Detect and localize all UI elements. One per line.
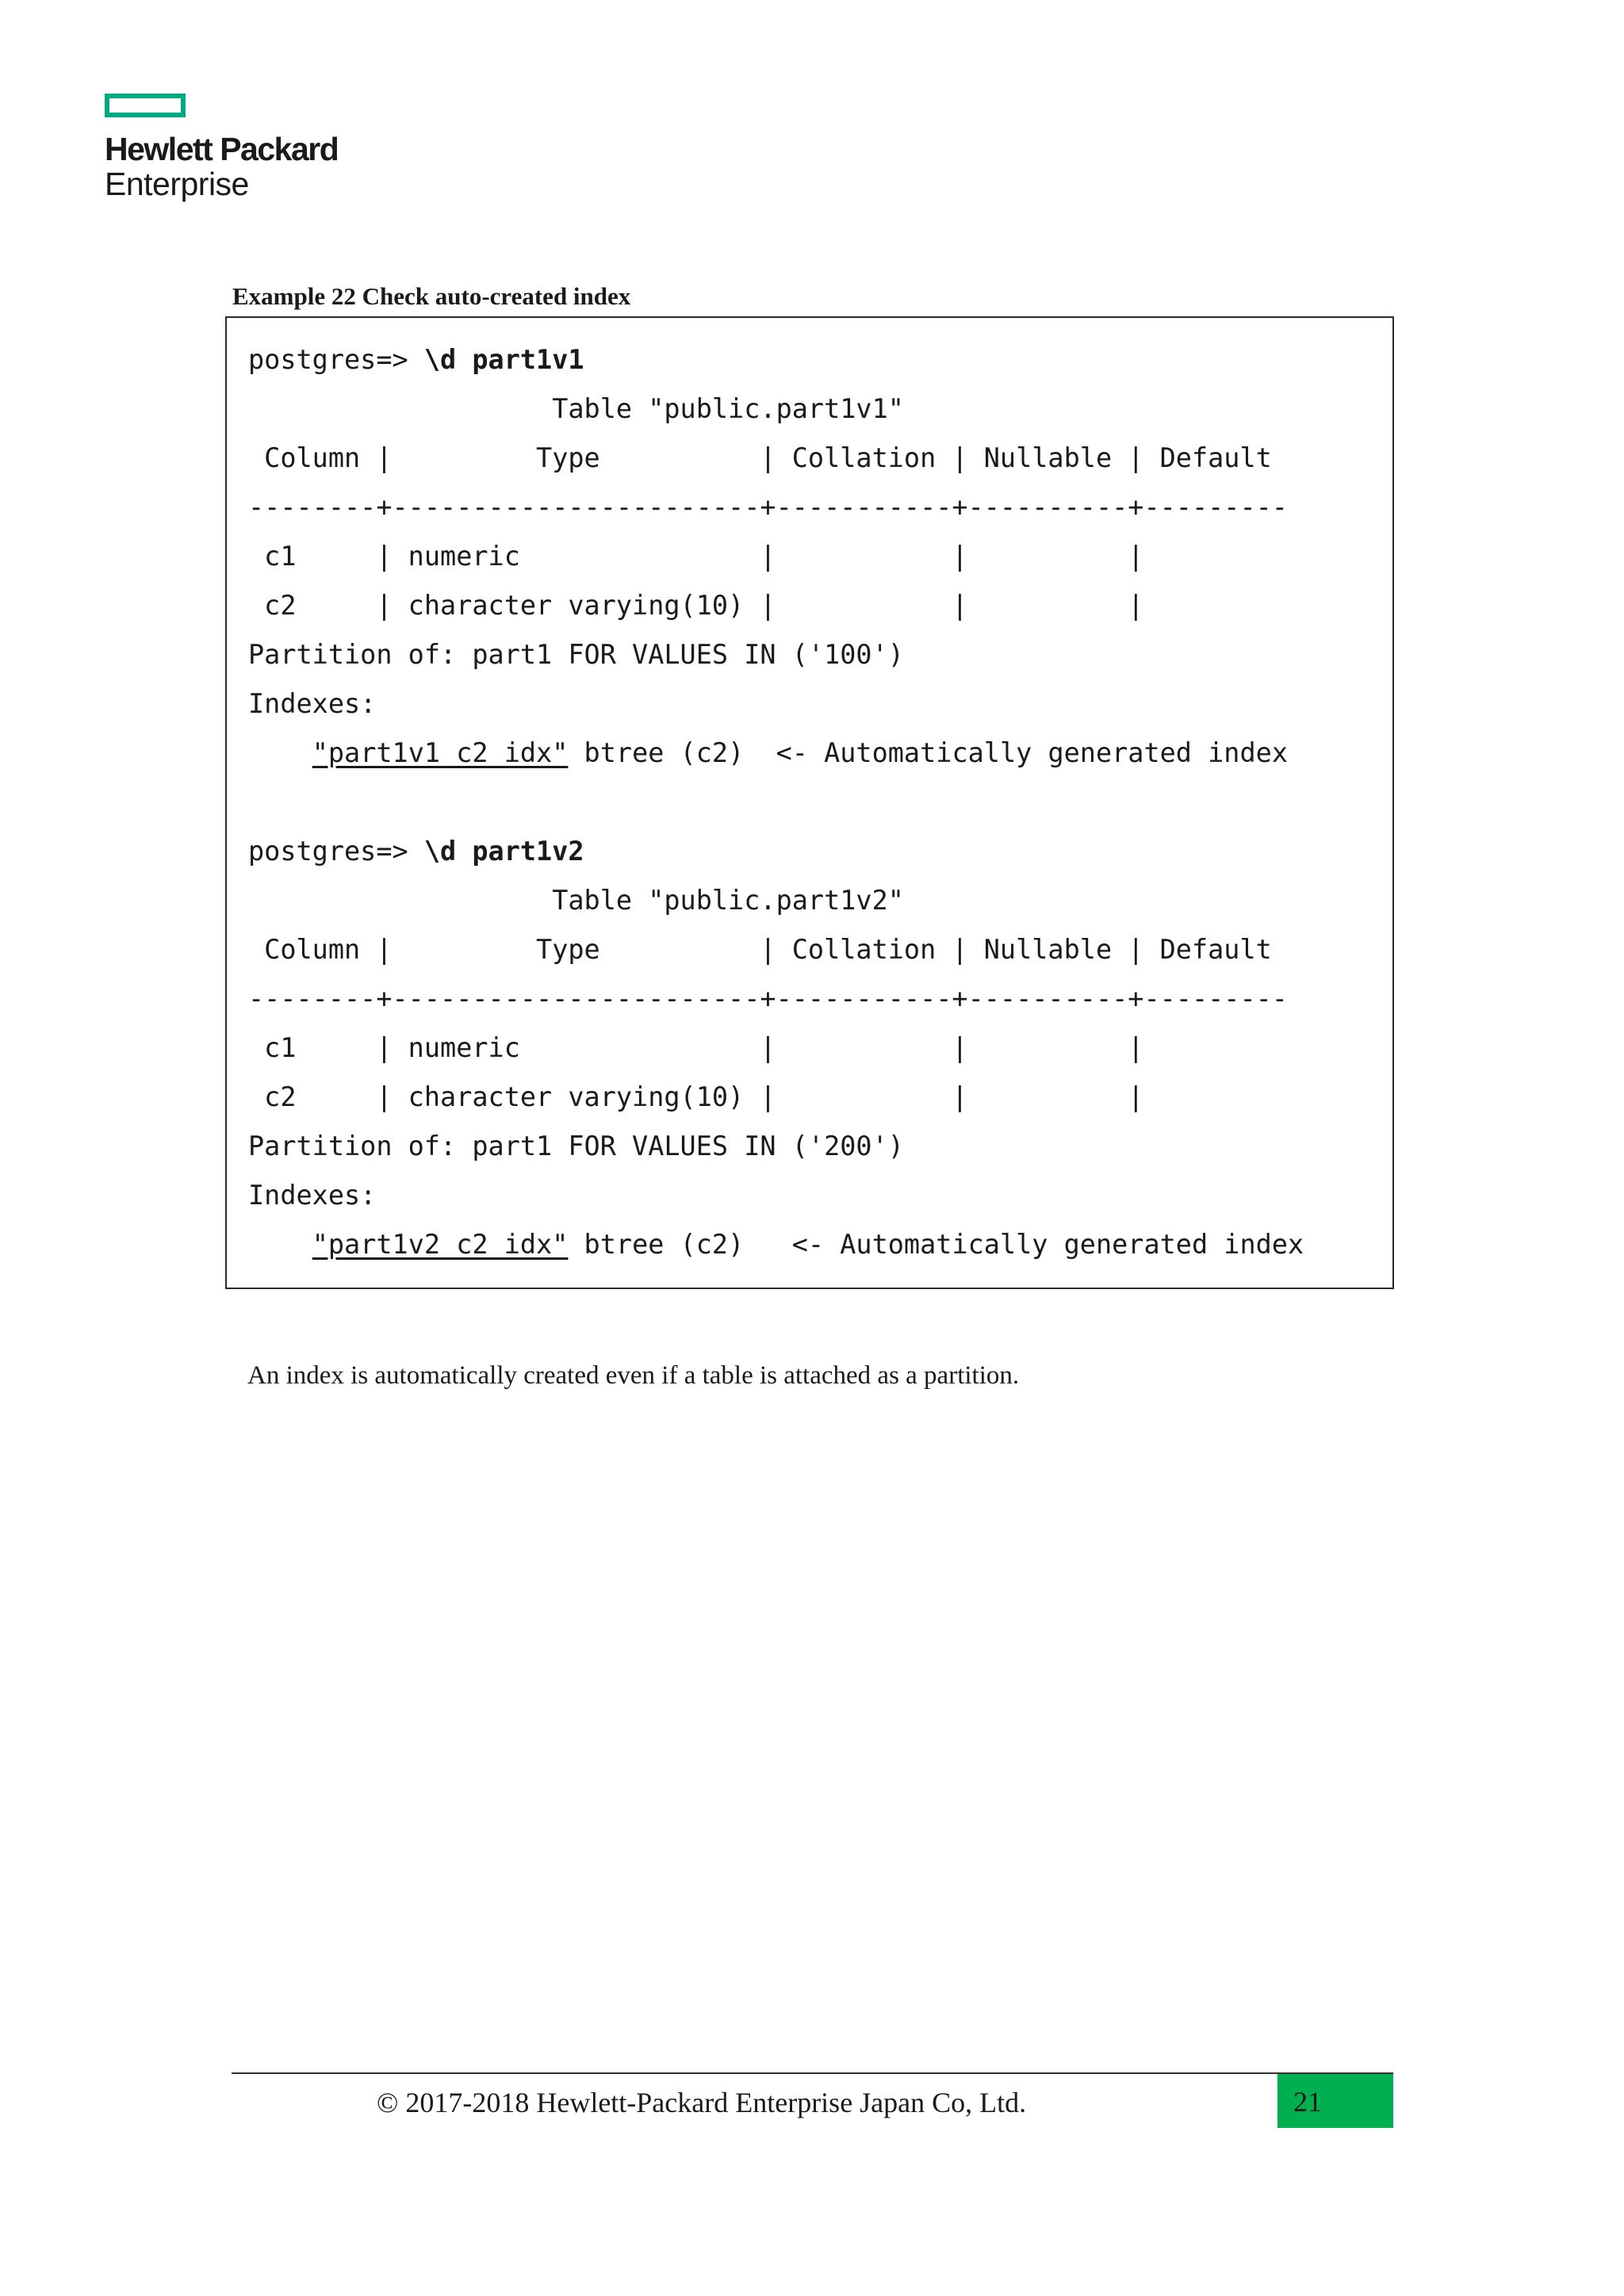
code-command: \d part1v1	[423, 344, 584, 375]
code-index-note: btree (c2) <- Automatically generated index	[568, 737, 1288, 768]
code-index-note: btree (c2) <- Automatically generated index	[568, 1229, 1304, 1260]
code-indexes-label: Indexes:	[248, 688, 377, 719]
code-command: \d part1v2	[423, 836, 584, 867]
page-number-box	[1277, 2074, 1393, 2128]
logo-text-line1: Hewlett Packard	[105, 131, 339, 167]
code-index-name: "part1v1_c2_idx"	[312, 737, 569, 768]
code-table-separator: --------+-----------------------+-----------+----------+---------	[248, 492, 1288, 522]
page-number: 21	[1293, 2086, 1322, 2118]
code-table-title: Table "public.part1v2"	[248, 885, 904, 916]
code-command-line	[248, 827, 1392, 876]
code-prompt: postgres=>	[248, 836, 424, 867]
code-command-line	[248, 335, 1392, 385]
logo-text-line2: Enterprise	[105, 166, 249, 202]
example-caption: Example 22 Check auto-created index	[232, 282, 631, 310]
code-partition-line: Partition of: part1 FOR VALUES IN ('100')	[248, 639, 904, 670]
code-table-title: Table "public.part1v1"	[248, 393, 904, 424]
footer-copyright: © 2017-2018 Hewlett-Packard Enterprise Japan Co, Ltd.	[377, 2087, 1027, 2118]
code-table-row: c1 | numeric | | |	[248, 1032, 1144, 1063]
code-table-header: Column | Type | Collation | Nullable | Default	[248, 442, 1272, 473]
code-index-name: "part1v2_c2_idx"	[312, 1229, 569, 1260]
code-table-header: Column | Type | Collation | Nullable | Default	[248, 934, 1272, 965]
code-indexes-label: Indexes:	[248, 1180, 377, 1211]
code-partition-line: Partition of: part1 FOR VALUES IN ('200')	[248, 1131, 904, 1161]
code-index-line	[248, 729, 1392, 778]
code-block	[225, 316, 1394, 1289]
code-table-row: c2 | character varying(10) | | |	[248, 1081, 1144, 1112]
code-table-separator: --------+-----------------------+-----------+----------+---------	[248, 983, 1288, 1014]
code-blank-line	[248, 778, 1392, 827]
footer-divider	[232, 2072, 1393, 2074]
body-paragraph: An index is automatically created even if a table is attached as a partition.	[247, 1361, 1020, 1390]
hpe-logo	[105, 94, 358, 201]
code-table-row: c1 | numeric | | |	[248, 541, 1144, 572]
code-index-line	[248, 1220, 1392, 1269]
code-prompt: postgres=>	[248, 344, 424, 375]
code-index-indent	[248, 737, 312, 768]
code-index-indent	[248, 1229, 312, 1260]
hpe-logo-mark	[105, 94, 186, 117]
code-table-row: c2 | character varying(10) | | |	[248, 590, 1144, 621]
